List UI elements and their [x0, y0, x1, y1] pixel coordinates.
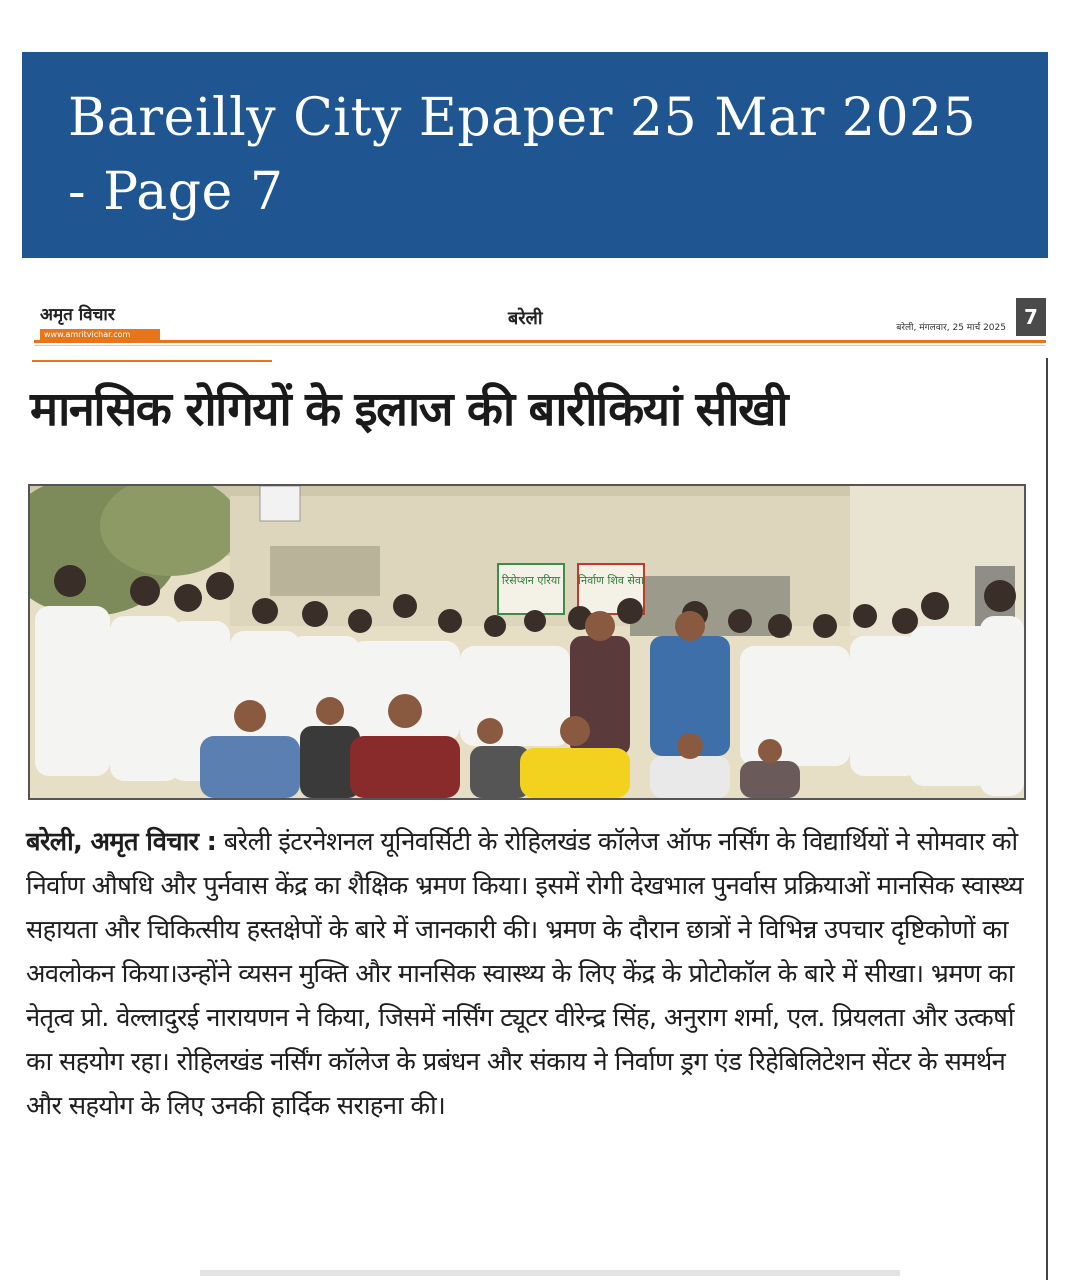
- article-body: [26, 820, 1026, 1128]
- masthead: [20, 290, 1050, 348]
- signboard-reception: [498, 564, 564, 614]
- article-dateline: बरेली, अमृत विचार :: [26, 827, 217, 857]
- article-photo: [28, 484, 1026, 800]
- brand-name: अमृत विचार: [40, 305, 115, 325]
- edition-date: बरेली, मंगलवार, 25 मार्च 2025: [896, 323, 1006, 333]
- page-number-badge: 7: [1016, 298, 1046, 336]
- edition-city: बरेली: [508, 308, 543, 329]
- sign-text-1: रिसेप्शन एरिया: [501, 574, 561, 587]
- group-photo-illustration: [30, 486, 1024, 798]
- masthead-divider-thin: [34, 345, 1046, 346]
- article-body-text: बरेली इंटरनेशनल यूनिवर्सिटी के रोहिलखंड कॉलेज ऑफ नर्सिंग के विद्यार्थियों ने सोमवार को निर्वाण औषधि और पुर्नवास केंद्र का शैक्षिक भ्रमण किया। इसमें रोगी देखभाल पुनर्वास प्रक्रियाओं मानसिक स्वास्थ्य सहायता और चिकित्सीय हस्तक्षेपों के बारे में जानकारी की। भ्रमण के दौरान छात्रों ने विभिन्न उपचार दृष्टिकोणों का अवलोकन किया।उन्होंने व्यसन मुक्ति और मानसिक स्वास्थ्य के लिए केंद्र के प्रोटोकॉल के बारे में सीखा। भ्रमण का नेतृत्व प्रो. वेल्लादुरई नारायणन ने किया, जिसमें नर्सिंग ट्यूटर वीरेन्द्र सिंह, अनुराग शर्मा, एल. प्रियलता और उत्कर्षा का सहयोग रहा। रोहिलखंड नर्सिंग कॉलेज के प्रबंधन और संकाय ने निर्वाण ड्रग एंड रिहेबिलिटेशन सेंटर के समर्थन और सहयोग के लिए उनकी हार्दिक सराहना की।: [26, 827, 1024, 1121]
- masthead-divider: [34, 340, 1046, 343]
- title-banner: [22, 52, 1048, 258]
- article-headline: मानसिक रोगियों के इलाज की बारीकियां सीखी: [30, 382, 788, 437]
- next-article-edge: [200, 1270, 900, 1276]
- sign-text-2: निर्वाण शिव सेवा: [578, 574, 644, 587]
- column-border: [1046, 358, 1048, 1280]
- brand-url: www.amritvichar.com: [40, 329, 160, 341]
- newspaper-page: [20, 290, 1050, 1280]
- page-title: Bareilly City Epaper 25 Mar 2025 - Page 7: [68, 88, 977, 222]
- newspaper-logo: [40, 302, 160, 341]
- article-top-rule: [32, 360, 272, 362]
